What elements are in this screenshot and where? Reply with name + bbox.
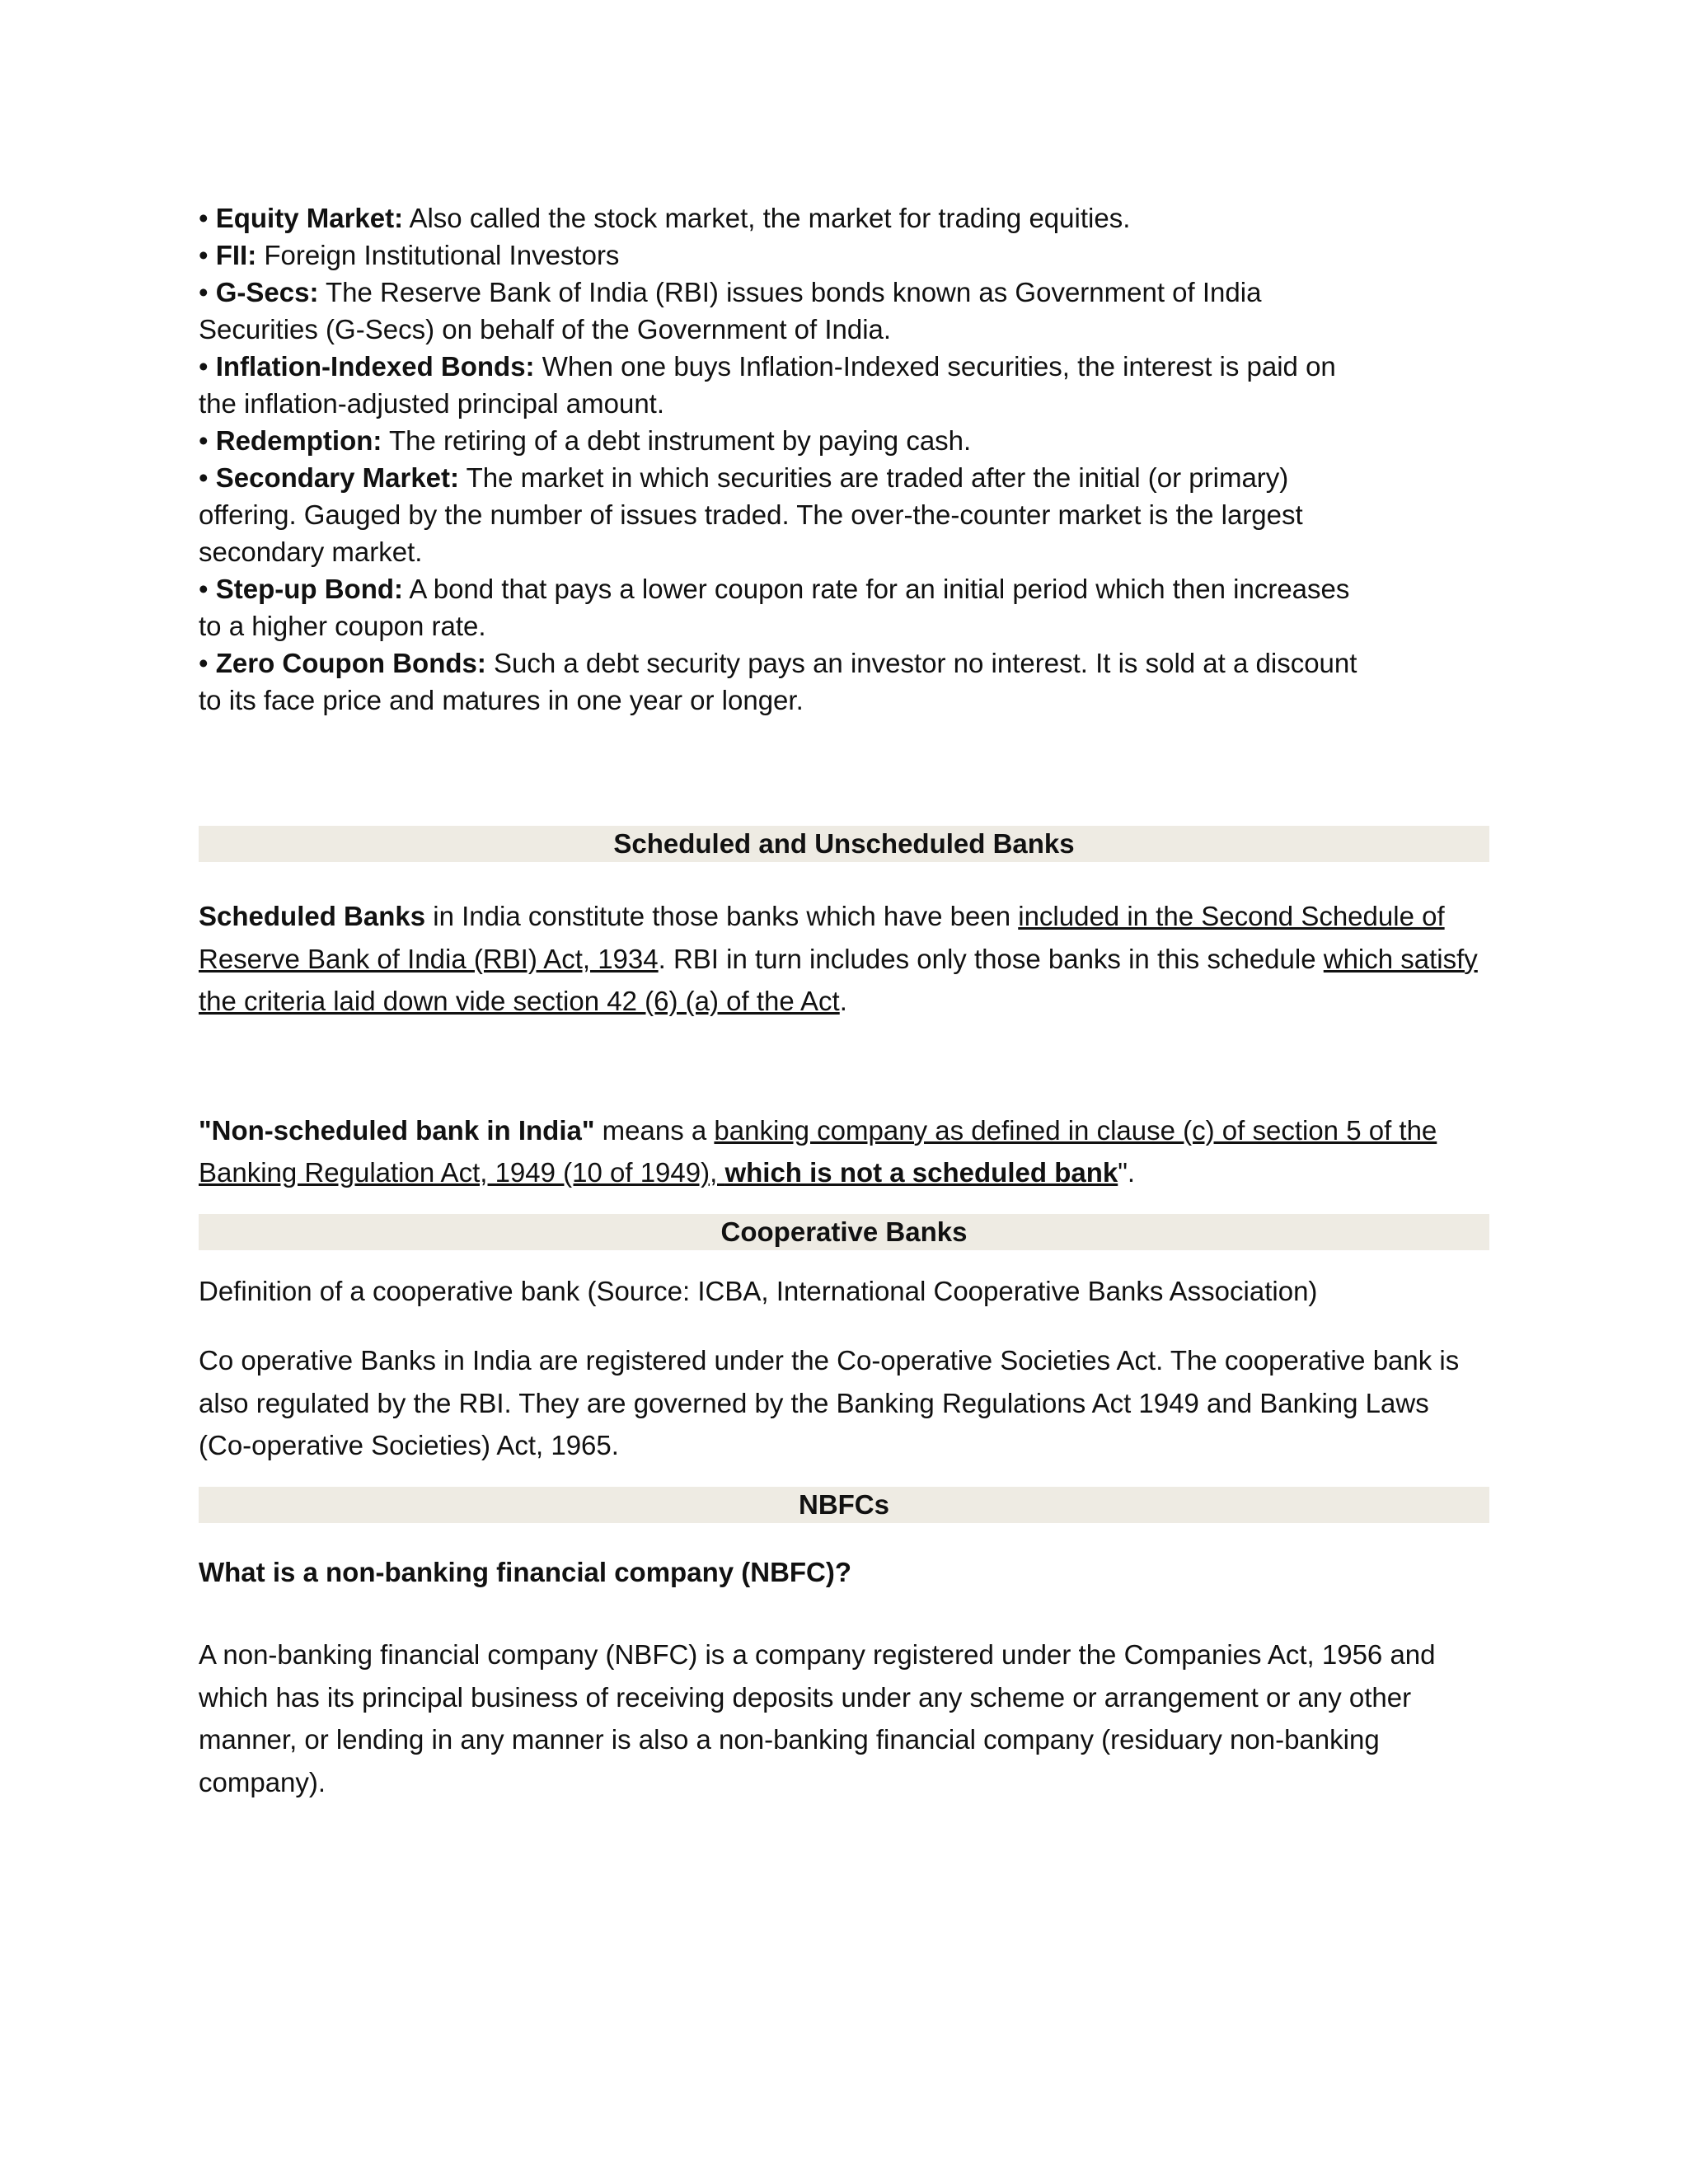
definition-item	[199, 644, 1377, 719]
definition-text: Foreign Institutional Investors	[256, 240, 620, 270]
nbfc-question: What is a non-banking financial company (NBFC)?	[199, 1556, 852, 1587]
underlined-text: which satisfy the criteria laid down vide section 42 (6) (a) of the Act	[199, 943, 1478, 1016]
bullet: •	[199, 574, 209, 604]
definition-text: A bond that pays a lower coupon rate for an initial period which then increases to a higher coupon rate.	[199, 574, 1350, 641]
nbfc-answer-paragraph: A non-banking financial company (NBFC) is a company registered under the Companies Act, 1956 and which has its principal business of receiving deposits under any scheme or arrangement or any other manner, or lending in any manner is also a non-banking financial company (residuary non-banking company).	[199, 1639, 1436, 1797]
definition-text: The Reserve Bank of India (RBI) issues bonds known as Government of India Securities (G-Secs) on behalf of the Government of India.	[199, 277, 1262, 344]
scheduled-banks-paragraph	[199, 895, 1489, 1023]
document-content	[199, 199, 1489, 1803]
text-run: ".	[1118, 1157, 1136, 1188]
definition-text: Also called the stock market, the market for trading equities.	[403, 203, 1131, 233]
spacer	[199, 719, 1489, 826]
text-run: . RBI in turn includes only those banks in this schedule	[658, 943, 1324, 974]
definition-term: Inflation-Indexed Bonds:	[215, 351, 535, 382]
definition-item	[199, 237, 1377, 274]
definition-term: Secondary Market:	[215, 462, 460, 493]
definition-item	[199, 199, 1377, 237]
bullet: •	[199, 203, 209, 233]
text-run: means a	[594, 1114, 715, 1146]
definition-text: Such a debt security pays an investor no interest. It is sold at a discount to its face price and matures in one year or longer.	[199, 648, 1357, 715]
definition-term: Redemption:	[215, 425, 382, 456]
bullet: •	[199, 351, 209, 382]
definition-term: Equity Market:	[215, 203, 404, 233]
definition-item	[199, 348, 1377, 422]
bullet: •	[199, 277, 209, 307]
underlined-text: banking company as defined in clause (c) of section 5 of the Banking Regulation Act, 1949 (10 of 1949),	[199, 1114, 1437, 1188]
underlined-bold-text: which is not a scheduled bank	[724, 1157, 1118, 1188]
scheduled-banks-lead: Scheduled Banks	[199, 901, 426, 931]
text-run: in India constitute those banks which have been	[425, 901, 1019, 931]
definition-item	[199, 570, 1377, 644]
cooperative-body-paragraph: Co operative Banks in India are registered under the Co-operative Societies Act. The cooperative bank is also regulated by the RBI. They are governed by the Banking Regulations Act 1949 and Banking Laws (Co-operative Societies) Act, 1965.	[199, 1345, 1460, 1460]
definition-term: Zero Coupon Bonds:	[215, 648, 486, 678]
text-run: .	[839, 986, 847, 1016]
bullet: •	[199, 425, 209, 456]
definition-text: When one buys Inflation-Indexed securities, the interest is paid on the inflation-adjusted principal amount.	[199, 351, 1336, 419]
definition-item	[199, 274, 1377, 348]
section-heading-scheduled: Scheduled and Unscheduled Banks	[199, 826, 1489, 862]
non-scheduled-lead: "Non-scheduled bank in India"	[199, 1114, 595, 1146]
bullet: •	[199, 240, 209, 270]
definition-text: The market in which securities are traded after the initial (or primary) offering. Gauged by the number of issues traded. The over-the-counter market is the largest secondary market.	[199, 462, 1303, 567]
definitions-list	[199, 199, 1377, 719]
definition-item	[199, 422, 1377, 459]
non-scheduled-bank-paragraph	[199, 1109, 1489, 1194]
definition-item	[199, 459, 1377, 570]
definition-term: FII:	[215, 240, 257, 270]
definition-term: G-Secs:	[215, 277, 319, 307]
cooperative-definition-paragraph: Definition of a cooperative bank (Source: ICBA, International Cooperative Banks Association)	[199, 1275, 1318, 1306]
section-heading-nbfc: NBFCs	[199, 1487, 1489, 1523]
bullet: •	[199, 462, 209, 493]
definition-term: Step-up Bond:	[215, 574, 404, 604]
definition-text: The retiring of a debt instrument by paying cash.	[382, 425, 972, 456]
bullet: •	[199, 648, 209, 678]
underlined-text: included in the Second Schedule of Reserve Bank of India (RBI) Act, 1934	[199, 901, 1445, 974]
section-heading-cooperative: Cooperative Banks	[199, 1214, 1489, 1250]
